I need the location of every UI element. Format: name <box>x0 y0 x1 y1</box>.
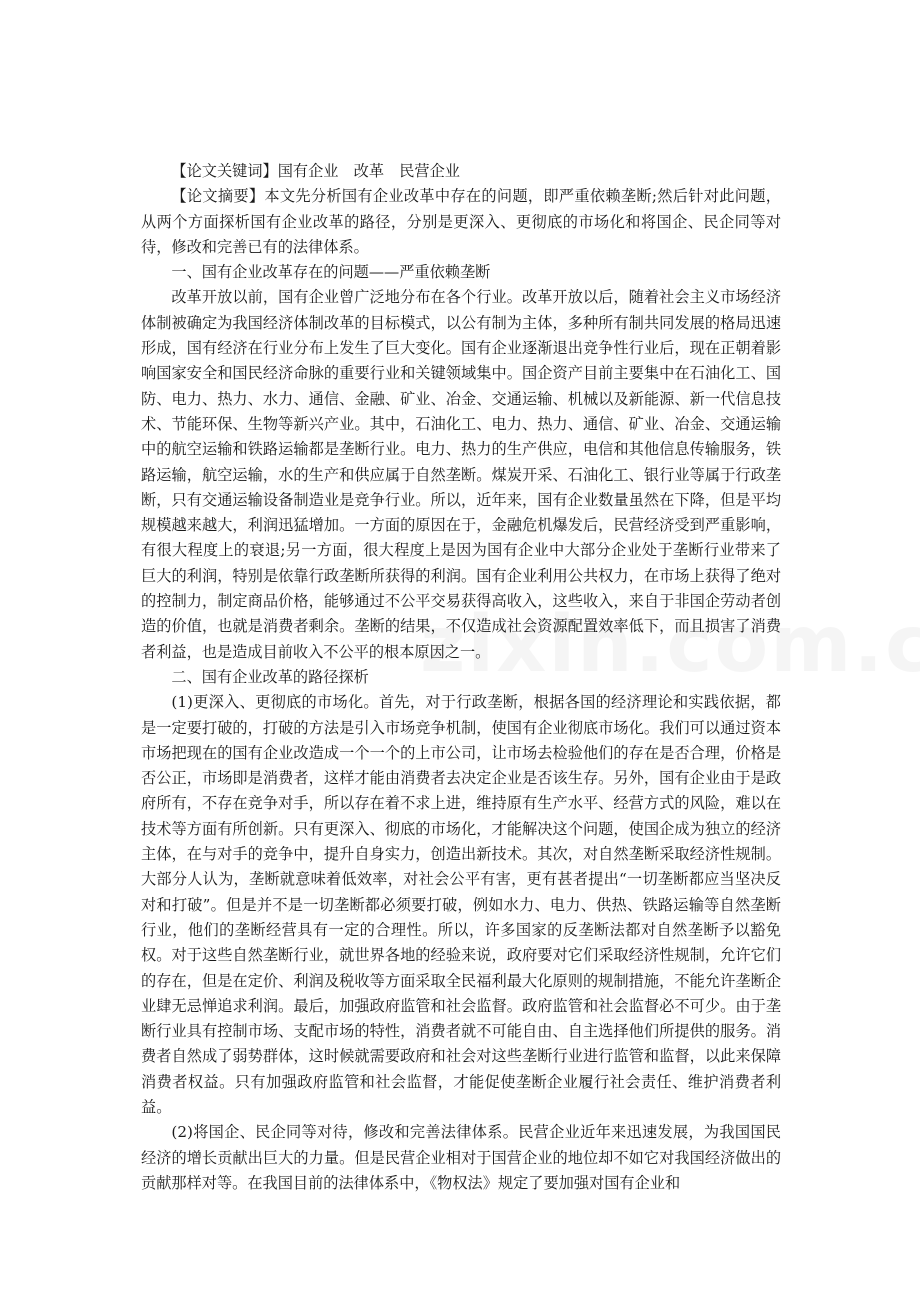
abstract-paragraph: 【论文摘要】本文先分析国有企业改革中存在的问题，即严重依赖垄断;然后针对此问题，从两个方面探析国有企业改革的路径，分别是更深入、更彻底的市场化和将国企、民企同等对待，修改和完善已有的法律体系。 <box>141 187 781 256</box>
document-body <box>141 159 781 1196</box>
section-heading-2: 二、国有企业改革的路径探析 <box>171 667 369 686</box>
section-heading-1: 一、国有企业改革存在的问题——严重依赖垄断 <box>171 263 491 282</box>
keywords-line: 【论文关键词】国有企业 改革 民营企业 <box>171 162 460 180</box>
body-paragraph-2: (1)更深入、更彻底的市场化。首先，对于行政垄断，根据各国的经济理论和实践依据，都是一定要打破的，打破的方法是引入市场竞争机制，使国有企业彻底市场化。我们可以通过资本市场把现在的国有企业改造成一个一个的上市公司，让市场去检验他们的存在是否合理，价格是否公正，市场即是消费者，这样才能由消费者去决定企业是否该生存。另外，国有企业由于是政府所有，不存在竞争对手，所以存在着不求上进，维持原有生产水平、经营方式的风险，难以在技术等方面有所创新。只有更深入、彻底的市场化，才能解决这个问题，使国企成为独立的经济主体，在与对手的竞争中，提升自身实力，创造出新技术。其次，对自然垄断采取经济性规制。大部分人认为，垄断就意味着低效率，对社会公平有害，更有甚者提出“一切垄断都应当坚决反对和打破”。但是并不是一切垄断都必须要打破，例如水力、电力、供热、铁路运输等自然垄断行业，他们的垄断经营具有一定的合理性。所以，许多国家的反垄断法都对自然垄断予以豁免权。对于这些自然垄断行业，就世界各地的经验来说，政府要对它们采取经济性规制，允许它们的存在，但是在定价、利润及税收等方面采取全民福利最大化原则的规制措施，不能允许垄断企业肆无忌惮追求利润。最后，加强政府监管和社会监督。政府监管和社会监督必不可少。由于垄断行业具有控制市场、支配市场的特性，消费者就不可能自由、自主选择他们所提供的服务。消费者自然成了弱势群体，这时候就需要政府和社会对这些垄断行业进行监管和监督，以此来保障消费者权益。只有加强政府监管和社会监督，才能促使垄断企业履行社会责任、维护消费者利益。 <box>141 693 781 1116</box>
body-paragraph-3: (2)将国企、民企同等对待，修改和完善法律体系。民营企业近年来迅速发展，为我国国民经济的增长贡献出巨大的力量。但是民营企业相对于国营企业的地位却不如它对我国经济做出的贡献那样对等。在我国目前的法律体系中，《物权法》规定了要加强对国有企业和 <box>141 1123 781 1192</box>
body-paragraph-1: 改革开放以前，国有企业曾广泛地分布在各个行业。改革开放以后，随着社会主义市场经济体制被确定为我国经济体制改革的目标模式，以公有制为主体，多种所有制共同发展的格局迅速形成，国有经济在行业分布上发生了巨大变化。国有企业逐渐退出竞争性行业后，现在正朝着影响国家安全和国民经济命脉的重要行业和关键领域集中。国企资产目前主要集中在石油化工、国防、电力、热力、水力、通信、金融、矿业、冶金、交通运输、机械以及新能源、新一代信息技术、节能环保、生物等新兴产业。其中，石油化工、电力、热力、通信、矿业、冶金、交通运输中的航空运输和铁路运输都是垄断行业。电力、热力的生产供应，电信和其他信息传输服务，铁路运输，航空运输，水的生产和供应属于自然垄断。煤炭开采、石油化工、银行业等属于行政垄断，只有交通运输设备制造业是竞争行业。所以，近年来，国有企业数量虽然在下降，但是平均规模越来越大，利润迅猛增加。一方面的原因在于，金融危机爆发后，民营经济受到严重影响，有很大程度上的衰退;另一方面，很大程度上是因为国有企业中大部分企业处于垄断行业带来了巨大的利润，特别是依靠行政垄断所获得的利润。国有企业利用公共权力，在市场上获得了绝对的控制力，制定商品价格，能够通过不公平交易获得高收入，这些收入，来自于非国企劳动者创造的价值，也就是消费者剩余。垄断的结果，不仅造成社会资源配置效率低下，而且损害了消费者利益，也是造成目前收入不公平的根本原因之一。 <box>141 288 781 661</box>
